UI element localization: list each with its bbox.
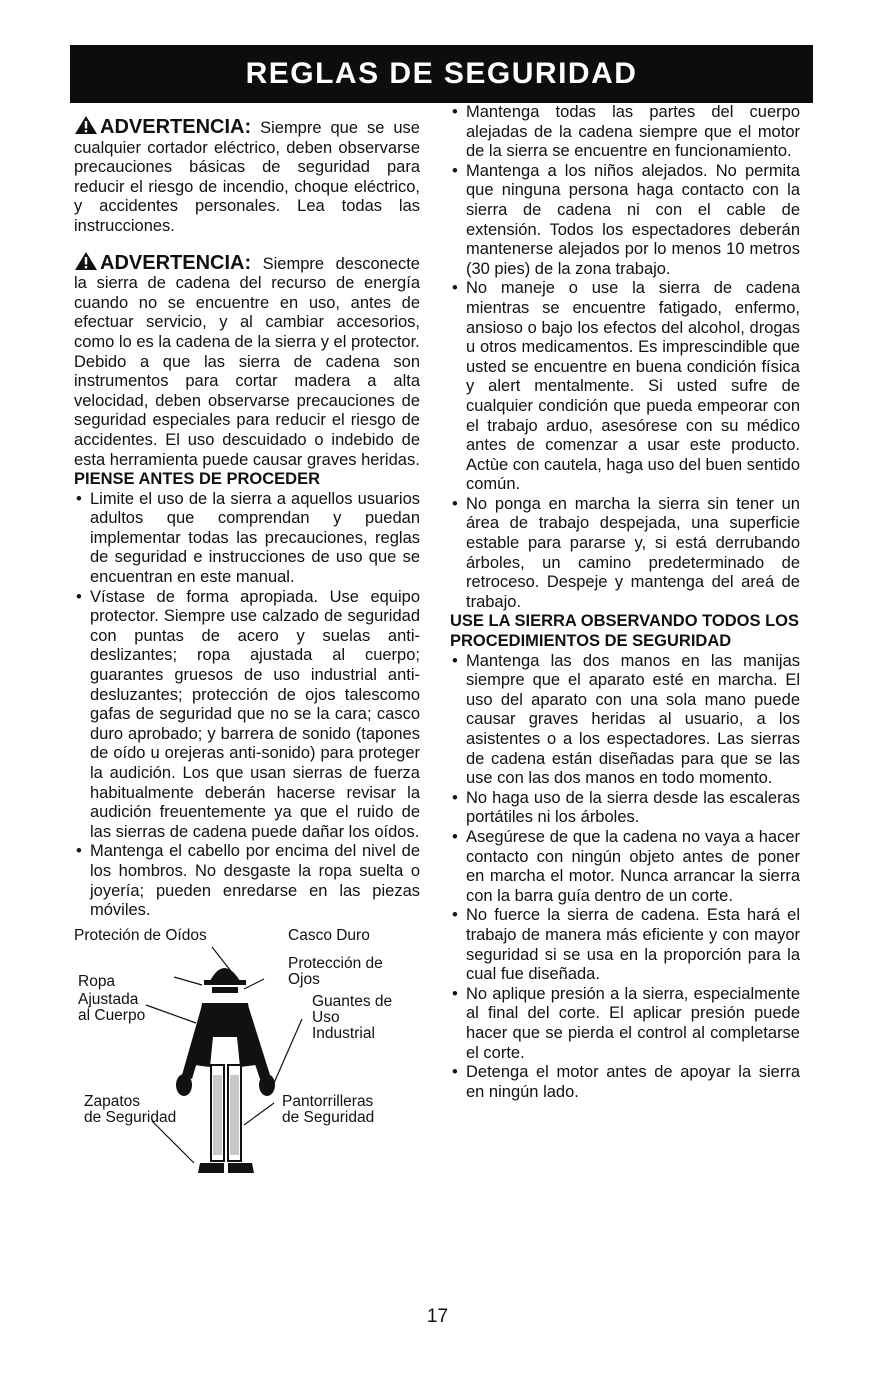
label-hard-hat: Casco Duro — [288, 926, 370, 944]
label-gloves-line2: Uso — [312, 1008, 340, 1026]
label-chaps-line1: Pantorrilleras — [282, 1092, 374, 1110]
list-item: • Mantenga las dos manos en las manijas siempre que el aparato esté en marcha. El uso del aparato con una sola mano puede causar graves heridas al usuario, a los asistentes o a los espectadores. Las sierras de cadena están diseñadas para que se las use con las dos manos en todo momento. — [450, 652, 800, 789]
warning-label: ADVERTENCIA: — [100, 251, 252, 274]
section-heading: PIENSE ANTES DE PROCEDER — [74, 470, 321, 489]
list-item: • No haga uso de la sierra desde las escaleras portátiles ni los árboles. — [450, 789, 800, 828]
bullet-list — [74, 490, 420, 921]
list-item: • Limite el uso de la sierra a aquellos usuarios adultos que comprendan y puedan implementar todas las precauciones, reglas de seguridad e instrucciones de uso que se encuentran en este manual. — [74, 490, 420, 588]
list-item: • Vístase de forma apropiada. Use equipo protector. Siempre use calzado de seguridad con puntas de acero y suelas anti-deslizantes; ropa ajustada al cuerpo; guarantes gruesos de uso industrial anti-desluzantes; protección de ojos talescomo gafas de seguridad que no se la cara; casco duro aprobado; y barrera de sonido (tapones de oído u orejeras anti-sonido) para proteger la audición. Los que usan sierras de fuerza habitualmente deberán hacerse revisar la audición freuentemente ya que el ruido de las sierras de cadena puede dañar los oídos. — [74, 588, 420, 843]
label-gloves-line1: Guantes de — [312, 992, 393, 1010]
warning-triangle-icon — [74, 115, 98, 135]
list-item: • Mantenga todas las partes del cuerpo alejadas de la cadena siempre que el motor de la sierra se encuentre en funcionamiento. — [450, 103, 800, 162]
warning-text: Siempre que se use cualquier cortador eléctrico, deben observarse precauciones básicas de seguridad para reducir el riesgo de incendio, choque eléctrico, y accidentes personales. Lea todas las instrucciones. — [74, 119, 420, 235]
label-eye-protection-line2: Ojos — [288, 970, 320, 988]
label-clothing-line2: Ajustada — [78, 990, 139, 1008]
label-shoes-line2: de Seguridad — [84, 1108, 177, 1126]
section-banner — [70, 45, 813, 103]
right-column — [450, 103, 800, 1102]
intro-paragraph: Debido a que las sierra de cadena son instrumentos para cortar madera a alta velocidad, deben observarse precauciones de seguridad especiales para reducir el riesgo de accidentes. El uso descuidado o indebido de esta herramienta puede causar graves heridas. — [74, 352, 420, 469]
protective-equipment-figure — [74, 925, 414, 1193]
label-eye-protection-line1: Protección de — [288, 954, 383, 972]
bullet-list — [450, 103, 800, 612]
label-shoes-line1: Zapatos — [84, 1092, 141, 1110]
label-clothing-line3: al Cuerpo — [78, 1006, 146, 1024]
list-item: • No ponga en marcha la sierra sin tener un área de trabajo despejada, una superficie estable para pararse y, si está derrubando árboles, un camino predeterminado de retroceso. Despeje y mantenga del areá de trabajo. — [450, 495, 800, 613]
section-heading: USE LA SIERRA OBSERVANDO TODOS LOS PROCEDIMIENTOS DE SEGURIDAD — [450, 612, 799, 651]
warning-triangle-icon — [74, 251, 98, 271]
warning-block-2 — [74, 251, 420, 353]
label-clothing-line1: Ropa — [78, 972, 116, 990]
list-item: • No aplique presión a la sierra, especialmente al final del corte. El aplicar presión puede hacer que se pierda el control al completarse el corte. — [450, 985, 800, 1063]
list-item: • Mantenga el cabello por encima del nivel de los hombros. No desgaste la ropa suelta o joyería; pueden enredarse en las piezas móviles. — [74, 842, 420, 920]
list-item: • No maneje o use la sierra de cadena mientras se encuentre fatigado, enfermo, ansioso o bajo los efectos del alcohol, drogas u otros medicamentos. Es imprescindible que usted se encuentre en buena condición física y alert mentalmente. Si usted sufre de cualquier condición que pueda empeorar con el trabajo arduo, asesórese con su médico antes de comenzar a usar este producto. Actùe con cautela, haga uso del buen sentido común. — [450, 279, 800, 495]
list-item: • Detenga el motor antes de apoyar la sierra en ningún lado. — [450, 1063, 800, 1102]
label-chaps-line2: de Seguridad — [282, 1108, 375, 1126]
left-column — [74, 103, 420, 1193]
list-item: • No fuerce la sierra de cadena. Esta hará el trabajo de manera más eficiente y con mayor seguridad si se usa en la proporción para la cual fue diseñada. — [450, 906, 800, 984]
warning-label: ADVERTENCIA: — [100, 116, 252, 138]
bullet-list — [450, 652, 800, 1103]
label-hearing-protection: Proteción de Oídos — [74, 926, 207, 944]
section-title: REGLAS DE SEGURIDAD — [245, 57, 638, 90]
list-item: • Mantenga a los niños alejados. No permita que ninguna persona haga contacto con la sierra de cadena ni con el cable de extensión. Todos los espectadores deberán mantenerse alejados por lo menos 10 metros (30 pies) de la zona trabajo. — [450, 162, 800, 280]
page-number: 17 — [426, 1306, 449, 1327]
list-item: • Asegúrese de que la cadena no vaya a hacer contacto con ningún objeto antes de poner en marcha el motor. Nunca arrancar la sierra con la barra guía dentro de un corte. — [450, 828, 800, 906]
warning-text: Siempre desconecte la sierra de cadena del recurso de energía cuando no se encuentre en uso, antes de efectuar servicio, y al cambiar accesorios, como lo es la cadena de la sierra y el protector. — [74, 254, 420, 351]
label-gloves-line3: Industrial — [312, 1024, 375, 1042]
warning-block-1 — [74, 115, 420, 237]
